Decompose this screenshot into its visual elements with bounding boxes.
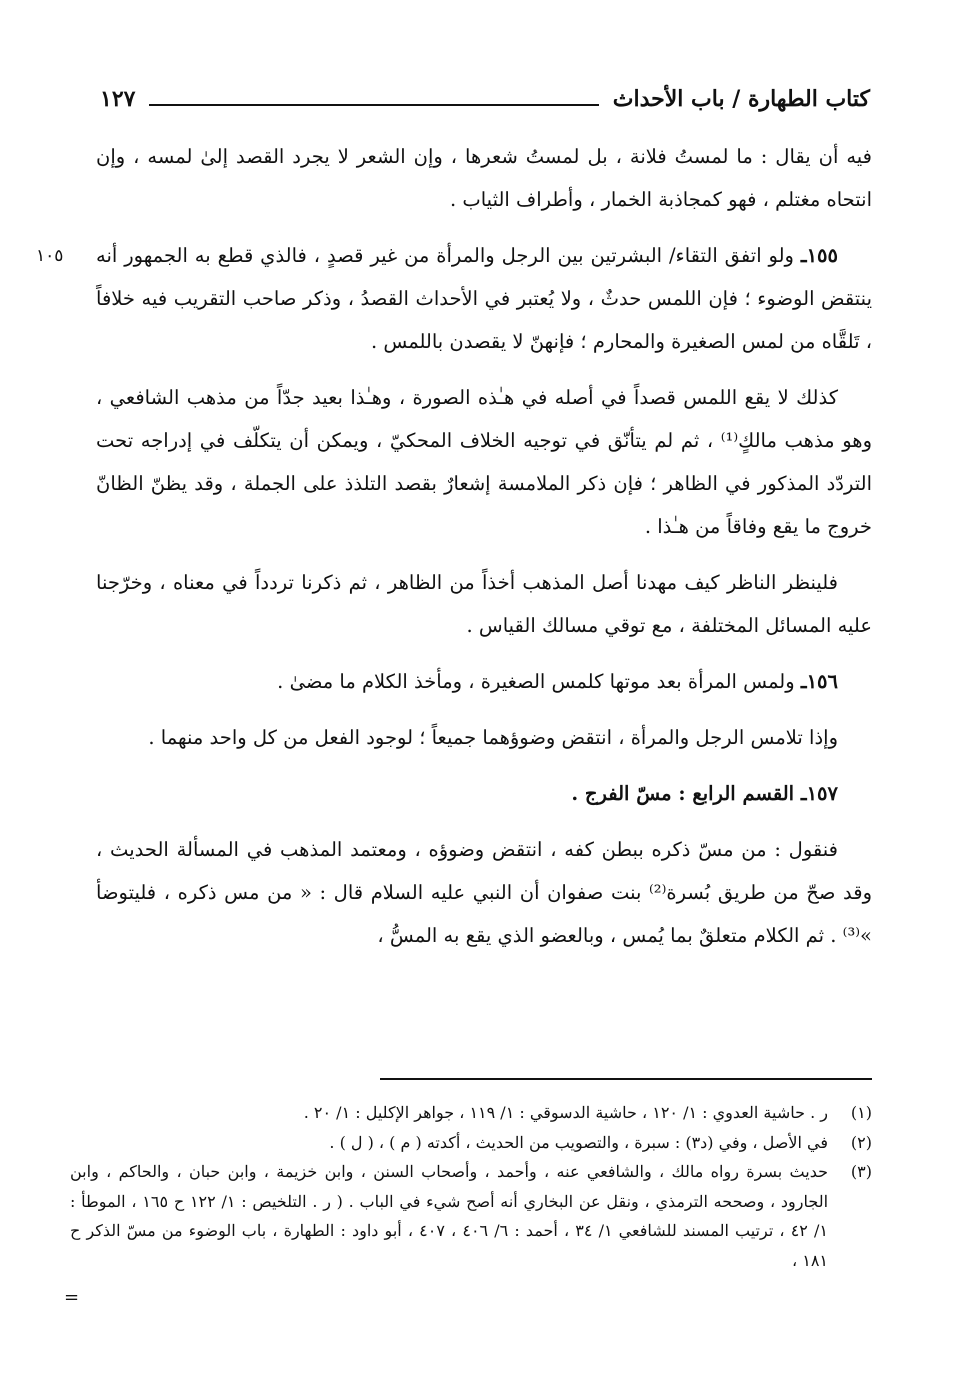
- paragraph: [96, 135, 872, 221]
- paragraph-text: فنقول : من مسّ ذكره ببطن كفه ، انتقض وضوؤه ، ومعتمد المذهب في المسألة الحديث ، وقد صحّ من طريق بُسرة⁽²⁾ بنت صفوان أن النبي عليه السلام قال : « من مس ذكره ، فليتوضأ »⁽³⁾ . ثم الكلام متعلقٌ بما يُمس ، وبالعضو الذي يقع به المسُّ ،: [96, 838, 872, 947]
- paragraph-text: فيه أن يقال : ما لمستُ فلانة ، بل لمستُ شعرها ، وإن الشعر لا يجرد القصد إلىٰ لمسه ، وإن انتحاه مغتلم ، فهو كمجاذبة الخمار ، وأطراف الثياب .: [96, 145, 872, 211]
- footnote-continuation-mark: =: [64, 1287, 80, 1308]
- paragraph: [96, 234, 872, 363]
- footnote-text: في الأصل ، وفي (د٣) : سبرة ، والتصويب من الحديث ، أكدته ( م ) ، ( ل ) .: [329, 1132, 828, 1152]
- page-number: ١٢٧: [100, 86, 136, 112]
- footnote-number: (٣): [850, 1162, 872, 1181]
- page-header: [100, 80, 870, 118]
- paragraph: [96, 660, 872, 703]
- footnote: [70, 1128, 872, 1158]
- section-number: ١٥٧ـ: [800, 782, 838, 805]
- paragraph: [96, 561, 872, 647]
- footnote-text: ر . حاشية العدوي : ١/ ١٢٠ ، حاشية الدسوقي : ١/ ١١٩ ، جواهر الإكليل : ١/ ٢٠ .: [303, 1103, 828, 1122]
- paragraph-text: فلينظر الناظر كيف مهدنا أصل المذهب أخذاً من الظاهر ، ثم ذكرنا تردداً في معناه ، وخرّجنا عليه المسائل المختلفة ، مع توقي مسالك القياس .: [96, 571, 872, 637]
- paragraph-text: كذلك لا يقع اللمس قصداً في أصله في هـٰذه الصورة ، وهـٰذا بعيد جدّاً من مذهب الشافعي ، وهو مذهب مالكٍ⁽¹⁾ ، ثم لم يتأنّق في توجيه الخلاف المحكيّ ، ويمكن أن يتكلّف في إدراجه تحت التردّد المذكور في الظاهر ؛ فإن ذكر الملامسة إشعارٌ بقصد التلذذ على الجملة ، وقد يظنّ الظانّ خروج ما يقع وفاقاً من هـٰذا .: [96, 386, 872, 538]
- running-title: كتاب الطهارة / باب الأحداث: [612, 86, 870, 112]
- section-number: ١٥٦ـ: [800, 670, 838, 693]
- section-number: ١٥٥ـ: [800, 244, 838, 267]
- header-rule: [149, 104, 598, 106]
- footnote-number: (١): [850, 1103, 872, 1122]
- footnote-rule: [380, 1078, 872, 1080]
- paragraph-text: ولمس المرأة بعد موتها كلمس الصغيرة ، ومأخذ الكلام ما مضىٰ .: [277, 670, 801, 693]
- footnotes: [70, 1098, 872, 1275]
- paragraph-text: وإذا تلامس الرجل والمرأة ، انتقض وضوؤهما جميعاً ؛ لوجود الفعل من كل واحد منهما .: [148, 726, 838, 749]
- paragraph-text: ولو اتفق التقاء/ البشرتين بين الرجل والمرأة من غير قصدٍ ، فالذي قطع به الجمهور أنه ينتقض الوضوء ؛ فإن اللمس حدثٌ ، ولا يُعتبر في الأحداث القصدُ ، وذكر صاحب التقريب فيه خلافاً ، تَلقَّاه من لمس الصغيرة والمحارم ؛ فإنهنّ لا يقصدن باللمس .: [96, 244, 872, 353]
- footnote-text: حديث بسرة رواه مالك ، والشافعي عنه ، وأحمد ، وأصحاب السنن ، وابن خزيمة ، وابن حبان ، والحاكم ، وابن الجارود ، وصححه الترمذي ، ونقل عن البخاري أنه أصح شيء في الباب . ( ر . التلخيص : ١/ ١٢٢ ح ١٦٥ ، الموطأ : ١/ ٤٢ ، ترتيب المسند للشافعي ١/ ٣٤ ، أحمد : ٦/ ٤٠٦ ، ٤٠٧ ، أبو داود : الطهارة ، باب الوضوء من مسّ الذكر ح ١٨١ ،: [70, 1162, 829, 1270]
- paragraph: [96, 828, 872, 957]
- footnote: [70, 1157, 872, 1275]
- footnote: [70, 1098, 872, 1128]
- paragraph: [96, 376, 872, 548]
- paragraph: [96, 716, 872, 759]
- paragraph: [96, 772, 872, 815]
- footnote-number: (٢): [850, 1132, 872, 1152]
- margin-number: ١٠٥: [36, 246, 64, 266]
- section-heading: القسم الرابع : مسّ الفرج .: [571, 782, 801, 805]
- main-text: [96, 135, 872, 970]
